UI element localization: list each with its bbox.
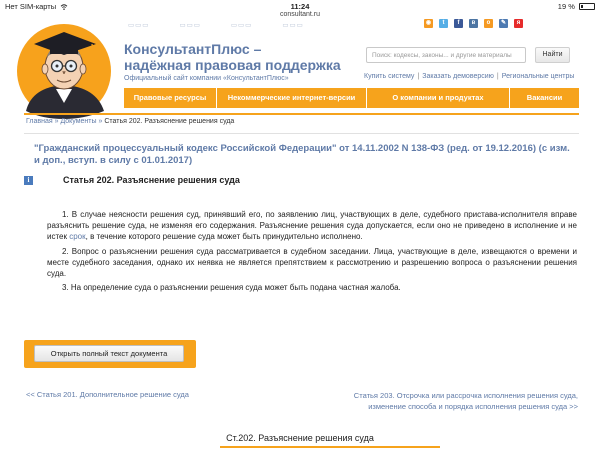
logo[interactable] — [12, 19, 118, 119]
battery-percent: 19 % — [557, 2, 575, 11]
facebook-icon[interactable]: f — [454, 19, 463, 28]
breadcrumb-documents[interactable]: Документы — [60, 118, 97, 125]
top-link-icon[interactable]: ▭▭▭ — [230, 22, 253, 29]
breadcrumb-home[interactable]: Главная — [26, 118, 53, 125]
footer-underline — [220, 446, 440, 448]
term-link[interactable]: срок — [69, 232, 86, 242]
article-paragraph-1 — [47, 209, 577, 243]
divider — [24, 113, 579, 115]
open-full-text-button[interactable]: Открыть полный текст документа — [34, 345, 184, 362]
rss-icon[interactable]: ◉ — [425, 20, 432, 26]
nav-noncommercial-versions[interactable]: Некоммерческие интернет-версии — [216, 88, 366, 108]
search-input[interactable]: Поиск: кодексы, законы... и другие материалы — [366, 47, 526, 63]
prev-article-link[interactable]: << Статья 201. Дополнительное решение суда — [26, 390, 189, 399]
buy-system-link[interactable]: Купить систему — [364, 73, 415, 80]
separator: | — [417, 73, 420, 80]
article-paragraph-3: 3. На определение суда о разъяснении решения суда может быть подана частная жалоба. — [62, 283, 401, 293]
brand-line-2: надёжная правовая поддержка — [124, 57, 341, 73]
social-icons — [424, 19, 523, 28]
yandex-icon[interactable]: я — [514, 19, 523, 28]
nav-vacancies[interactable]: Вакансии — [509, 88, 579, 108]
article-body — [47, 209, 577, 296]
brand-title[interactable] — [124, 41, 341, 73]
battery-icon — [579, 3, 595, 10]
footer-article-title: Ст.202. Разъяснение решения суда — [226, 433, 374, 443]
carrier-label: Нет SIM-карты — [5, 2, 57, 11]
document-title[interactable]: "Гражданский процессуальный кодекс Российской Федерации" от 14.11.2002 N 138-ФЗ (ред. от 19.12.2016) (с изм. и доп., вступ. в силу с 01.01.2017) — [34, 143, 570, 166]
separator: | — [496, 73, 499, 80]
main-nav — [124, 88, 579, 108]
twitter-icon[interactable]: t — [439, 19, 448, 28]
livejournal-icon[interactable]: ✎ — [500, 20, 507, 26]
brand-subtitle: Официальный сайт компании «КонсультантПлюс» — [124, 75, 289, 82]
divider — [24, 133, 579, 134]
odnoklassniki-icon[interactable]: о — [484, 19, 493, 28]
header-links — [364, 73, 574, 80]
regional-centers-link[interactable]: Региональные центры — [501, 73, 575, 80]
paragraph-text: 1. В случае неясности решения суд, принявший его, по заявлению лиц, участвующих в деле, судебного пристава-исполнителя вправе разъяснить решение суда, не изменяя его содержания. Разъяснение решения суда допускается, если оно не приведено в исполнение и не истек — [47, 210, 577, 242]
clock: 11:24 — [290, 2, 310, 11]
battery-status — [558, 2, 595, 11]
breadcrumb: Главная » Документы » Статья 202. Разъяснение решения суда — [26, 118, 235, 125]
search-button[interactable]: Найти — [535, 47, 570, 63]
order-demo-link[interactable]: Заказать демоверсию — [422, 73, 494, 80]
url-bar[interactable]: consultant.ru — [279, 11, 321, 18]
nav-legal-resources[interactable]: Правовые ресурсы — [133, 93, 207, 102]
paragraph-text: , в течение которого решение суда может быть принудительно исполнено. — [85, 232, 363, 242]
logo-professor-icon — [12, 19, 118, 119]
vk-icon[interactable]: в — [469, 19, 478, 28]
battery-level — [581, 5, 583, 8]
article-paragraph-2: 2. Вопрос о разъяснении решения суда рассматривается в судебном заседании. Лица, участвующие в деле, извещаются о времени и месте судебного заседания, однако их неявка не является препятствием к рассмотрению и разрешению вопроса о разъяснении решения суда. — [47, 246, 577, 279]
article-heading: Статья 202. Разъяснение решения суда — [63, 175, 240, 185]
next-article-link[interactable]: Статья 203. Отсрочка или рассрочка исполнения решения суда, изменение способа и порядка исполнения решения суда >> — [353, 391, 578, 411]
top-icon-links — [128, 21, 334, 29]
info-icon[interactable]: i — [24, 176, 33, 185]
breadcrumb-current: Статья 202. Разъяснение решения суда — [104, 118, 235, 125]
nav-about-company[interactable]: О компании и продуктах — [366, 88, 509, 108]
top-link-icon[interactable]: ▭▭▭ — [282, 22, 304, 29]
brand-line-1: КонсультантПлюс – — [124, 41, 262, 57]
top-link-icon[interactable]: ▭▭▭ — [128, 22, 150, 29]
top-link-icon[interactable]: ▭▭▭ — [179, 22, 201, 29]
